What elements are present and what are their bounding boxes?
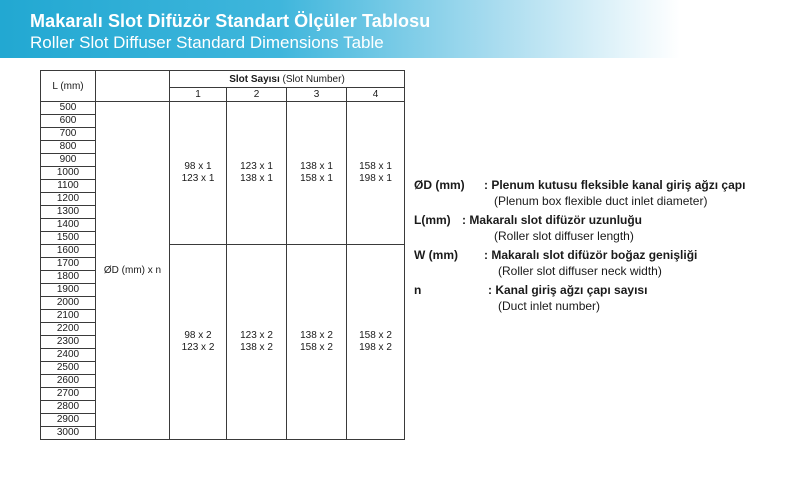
legend-item-n (414, 283, 800, 318)
slot-col-4: 4 (347, 88, 405, 102)
legend-key: ØD (mm) (414, 178, 465, 192)
value-line: 138 x 1 (240, 173, 273, 184)
slot-number-header-tr: Slot Sayısı (229, 73, 280, 85)
length-cell: 1500 (41, 232, 96, 245)
value-line: 138 x 2 (300, 330, 333, 341)
length-cell: 2200 (41, 323, 96, 336)
length-cell: 1700 (41, 258, 96, 271)
legend-item-l (414, 213, 800, 248)
length-cell: 2000 (41, 297, 96, 310)
slot-col-2: 2 (227, 88, 287, 102)
length-cell: 1800 (41, 271, 96, 284)
length-cell: 900 (41, 154, 96, 167)
value-cell-slot-2 (227, 245, 287, 440)
value-line: 158 x 2 (359, 330, 392, 341)
slot-number-header-en: (Slot Number) (282, 73, 345, 85)
legend-text-en: (Roller slot diffuser length) (494, 229, 634, 243)
legend-text-tr: : Makaralı slot difüzör boğaz genişliği (484, 248, 698, 262)
length-cell: 700 (41, 128, 96, 141)
length-cell: 2600 (41, 375, 96, 388)
value-line: 138 x 1 (300, 161, 333, 172)
value-line: 198 x 2 (359, 342, 392, 353)
legend-text-en: (Roller slot diffuser neck width) (498, 264, 662, 278)
length-cell: 2900 (41, 414, 96, 427)
legend-text-en: (Duct inlet number) (498, 299, 601, 313)
legend-item-w (414, 248, 800, 283)
value-line: 123 x 2 (181, 342, 215, 353)
value-cell-slot-2 (227, 102, 287, 245)
legend-key: n (414, 283, 422, 297)
length-cell: 2300 (41, 336, 96, 349)
value-line: 123 x 1 (181, 173, 215, 184)
length-cell: 1400 (41, 219, 96, 232)
od-label-cell: ØD (mm) x n (96, 102, 170, 440)
legend (414, 178, 800, 318)
value-line: 123 x 1 (240, 161, 273, 172)
legend-text-tr: : Makaralı slot difüzör uzunluğu (462, 213, 643, 227)
length-cell: 800 (41, 141, 96, 154)
value-cell-slot-1 (170, 102, 227, 245)
legend-item-od (414, 178, 800, 213)
legend-key: W (mm) (414, 248, 458, 262)
value-line: 158 x 1 (300, 173, 333, 184)
length-cell: 2500 (41, 362, 96, 375)
slot-number-header (170, 71, 405, 88)
length-cell: 1200 (41, 193, 96, 206)
length-cell: 600 (41, 115, 96, 128)
length-cell: 1000 (41, 167, 96, 180)
title-turkish: Makaralı Slot Difüzör Standart Ölçüler Tablosu (30, 11, 431, 31)
table-row (41, 102, 405, 115)
length-cell: 1100 (41, 180, 96, 193)
length-cell: 3000 (41, 427, 96, 440)
length-cell: 2400 (41, 349, 96, 362)
value-line: 98 x 2 (184, 330, 212, 341)
legend-key: L(mm) (414, 213, 451, 227)
value-cell-slot-4 (347, 102, 405, 245)
slot-col-3: 3 (287, 88, 347, 102)
length-cell: 1900 (41, 284, 96, 297)
title-english: Roller Slot Diffuser Standard Dimensions Table (30, 33, 384, 52)
blank-header-cell (96, 71, 170, 102)
legend-text-tr: : Kanal giriş ağzı çapı sayısı (488, 283, 648, 297)
value-line: 123 x 2 (240, 330, 273, 341)
value-cell-slot-1 (170, 245, 227, 440)
table-row (41, 245, 405, 258)
length-cell: 1600 (41, 245, 96, 258)
legend-text-tr: : Plenum kutusu fleksible kanal giriş ağzı çapı (484, 178, 746, 192)
length-cell: 500 (41, 102, 96, 115)
length-cell: 1300 (41, 206, 96, 219)
legend-text-en: (Plenum box flexible duct inlet diameter) (494, 194, 708, 208)
value-cell-slot-4 (347, 245, 405, 440)
slot-col-1: 1 (170, 88, 227, 102)
value-cell-slot-3 (287, 102, 347, 245)
value-line: 198 x 1 (359, 173, 392, 184)
value-line: 158 x 2 (300, 342, 333, 353)
value-line: 158 x 1 (359, 161, 392, 172)
length-cell: 2700 (41, 388, 96, 401)
length-cell: 2100 (41, 310, 96, 323)
length-cell: 2800 (41, 401, 96, 414)
dimensions-table (40, 70, 405, 440)
title-banner (0, 0, 800, 58)
length-header: L (mm) (41, 71, 96, 102)
value-line: 138 x 2 (240, 342, 273, 353)
value-cell-slot-3 (287, 245, 347, 440)
value-line: 98 x 1 (184, 161, 212, 172)
